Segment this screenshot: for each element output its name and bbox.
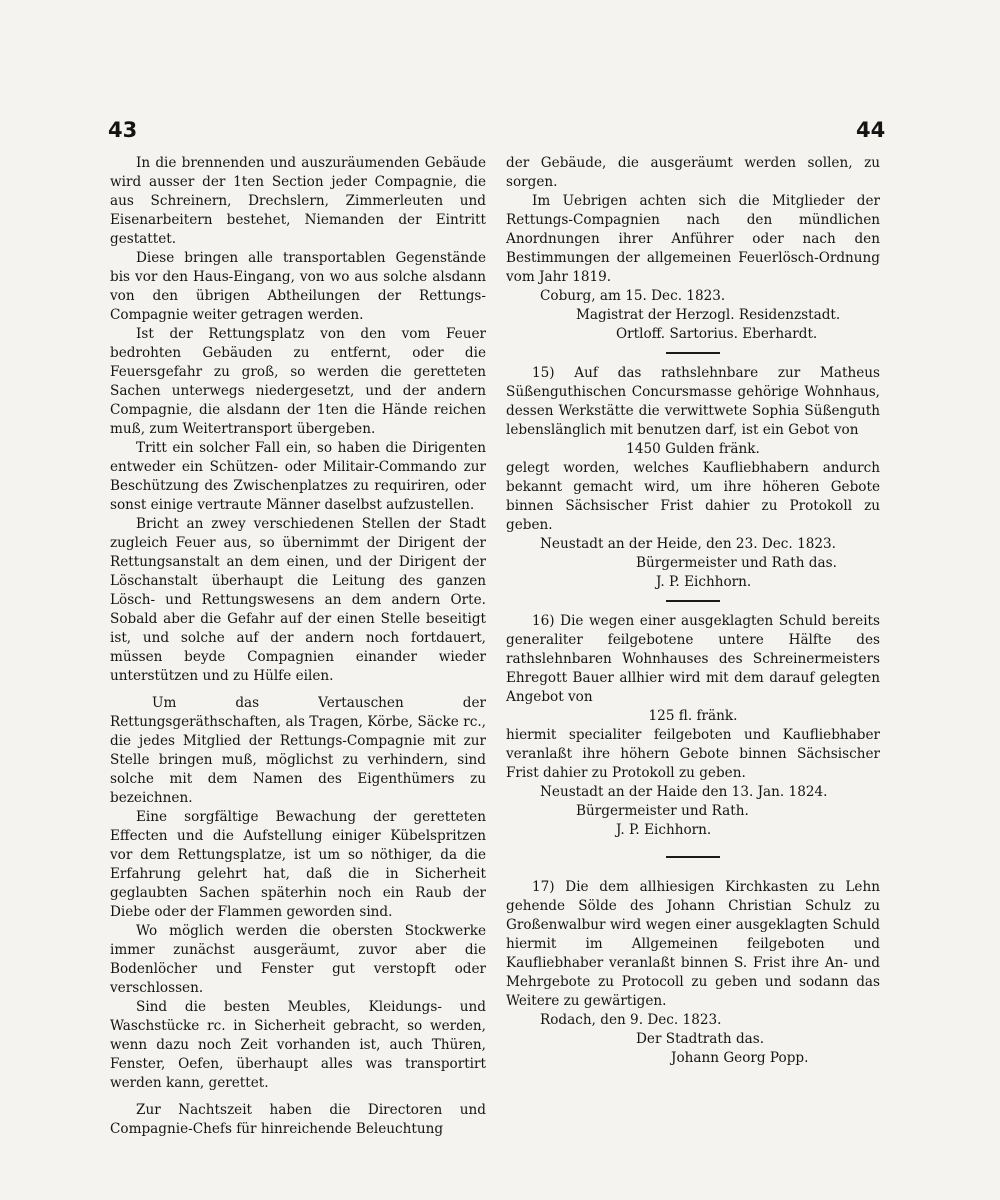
place-date: Coburg, am 15. Dec. 1823. — [540, 288, 726, 304]
paragraph: Diese bringen alle transportablen Gegenstände bis vor den Haus-Eingang, von wo aus solche alsdann von den übrigen Abtheilungen der Rettungs-Compagnie weiter getragen werden. — [110, 250, 486, 323]
signer: Bürgermeister und Rath. — [576, 803, 749, 819]
signer: Bürgermeister und Rath das. — [636, 555, 837, 571]
page-number-left: 43 — [108, 118, 138, 142]
paragraph: Bricht an zwey verschiedenen Stellen der Stadt zugleich Feuer aus, so übernimmt der Dirigent der Rettungsanstalt an dem einen, und der Dirigent der Löschanstalt überhaupt die Leitung des ganzen Lösch- und Rettungswesens an dem andern Orte. Sobald aber die Gefahr auf der einen Stelle beseitigt ist, und solche auf der andern noch fortdauert, müssen beyde Compagnien einander wieder unterstützen und zu Hülfe eilen. — [110, 516, 486, 684]
place-date: Rodach, den 9. Dec. 1823. — [540, 1012, 722, 1028]
notice-text: 17) Die dem allhiesigen Kirchkasten zu Lehn gehende Sölde des Johann Christian Schulz zu Großenwalbur wird wegen einer ausgeklagten Schuld hiermit im Allgemeinen feilgeboten und Kaufliebhaber veranlaßt binnen S. Frist ihre An- und Mehrgebote zu Protocoll zu geben und sodann das Weitere zu gewärtigen. — [506, 879, 880, 1009]
signer-name: J. P. Eichhorn. — [616, 822, 712, 838]
notice-amount: 1450 Gulden fränk. — [626, 441, 760, 457]
paragraph: Tritt ein solcher Fall ein, so haben die Dirigenten entweder ein Schützen- oder Militair-Commando zur Beschützung des Zwischenplatzes zu requiriren, oder sonst einige vertraute Männer daselbst aufzustellen. — [110, 440, 486, 513]
notice-text: gelegt worden, welches Kaufliebhabern andurch bekannt gemacht wird, um ihre höheren Gebote binnen Sächsischer Frist dahier zu Protokoll zu geben. — [506, 460, 880, 533]
paragraph: In die brennenden und auszuräumenden Gebäude wird ausser der 1ten Section jeder Compagnie, die aus Schreinern, Drechslern, Zimmerleuten und Eisenarbeitern bestehet, Niemanden der Eintritt gestattet. — [110, 155, 486, 247]
notice-text: hiermit specialiter feilgeboten und Kaufliebhaber veranlaßt ihre höhern Gebote binnen Sächsischer Frist dahier zu Protokoll zu geben. — [506, 727, 880, 781]
place-date: Neustadt an der Heide, den 23. Dec. 1823. — [540, 536, 836, 552]
notice-text: 16) Die wegen einer ausgeklagten Schuld bereits generaliter feilgebotene untere Hälfte des rathslehnbaren Wohnhauses des Schreinermeisters Ehregott Bauer allhier wird mit dem darauf gelegten Angebot von — [506, 613, 880, 705]
paragraph: Sind die besten Meubles, Kleidungs- und Waschstücke rc. in Sicherheit gebracht, so werden, wenn dazu noch Zeit vorhanden ist, auch Thüren, Fenster, Oefen, überhaupt alles was transportirt werden kann, gerettet. — [110, 999, 486, 1091]
paragraph: Eine sorgfältige Bewachung der geretteten Effecten und die Aufstellung einiger Kübelspritzen vor dem Rettungsplatze, ist um so nöthiger, da die Erfahrung gelehrt hat, daß die in Sicherheit geglaubten Sachen späterhin noch ein Raub der Diebe oder der Flammen geworden sind. — [110, 809, 486, 920]
notice-text: 15) Auf das rathslehnbare zur Matheus Süßenguthischen Concursmasse gehörige Wohnhaus, dessen Werkstätte die verwittwete Sophia Süßenguth lebenslänglich mit benutzen darf, ist ein Gebot von — [506, 365, 880, 438]
paragraph: Zur Nachtszeit haben die Directoren und Compagnie-Chefs für hinreichende Beleuchtung — [110, 1102, 486, 1137]
signer-name: Johann Georg Popp. — [671, 1050, 809, 1066]
right-column — [506, 154, 880, 1068]
signer: Magistrat der Herzogl. Residenzstadt. — [576, 307, 841, 323]
signer-name: J. P. Eichhorn. — [656, 574, 752, 590]
section-divider — [666, 856, 720, 858]
section-divider — [666, 352, 720, 354]
place-date: Neustadt an der Haide den 13. Jan. 1824. — [540, 784, 828, 800]
closing-paragraph: Im Uebrigen achten sich die Mitglieder der Rettungs-Compagnien nach den mündlichen Anordnungen ihrer Anführer oder nach den Bestimmungen der allgemeinen Feuerlösch-Ordnung vom Jahr 1819. — [506, 193, 880, 285]
paragraph-continuation: der Gebäude, die ausgeräumt werden sollen, zu sorgen. — [506, 155, 880, 190]
page-number-right: 44 — [856, 118, 886, 142]
signer: Der Stadtrath das. — [636, 1031, 765, 1047]
paragraph: Ist der Rettungsplatz von den vom Feuer bedrohten Gebäuden zu entfernt, oder die Feuersgefahr zu groß, so werden die geretteten Sachen unterwegs niedergesetzt, und der andern Compagnie, die alsdann der 1ten die Hände reichen muß, zum Weitertransport übergeben. — [110, 326, 486, 437]
paragraph: Um das Vertauschen der Rettungsgeräthschaften, als Tragen, Körbe, Säcke rc., die jedes Mitglied der Rettungs-Compagnie mit zur Stelle bringen muß, möglichst zu verhindern, sind solche mit dem Namen des Eigenthümers zu bezeichnen. — [110, 695, 486, 806]
section-divider — [666, 600, 720, 602]
signer-names: Ortloff. Sartorius. Eberhardt. — [616, 326, 818, 342]
notice-amount: 125 fl. fränk. — [648, 708, 738, 724]
paragraph: Wo möglich werden die obersten Stockwerke immer zunächst ausgeräumt, zuvor aber die Bodenlöcher und Fenster gut verstopft oder verschlossen. — [110, 923, 486, 996]
left-column — [110, 154, 486, 1139]
